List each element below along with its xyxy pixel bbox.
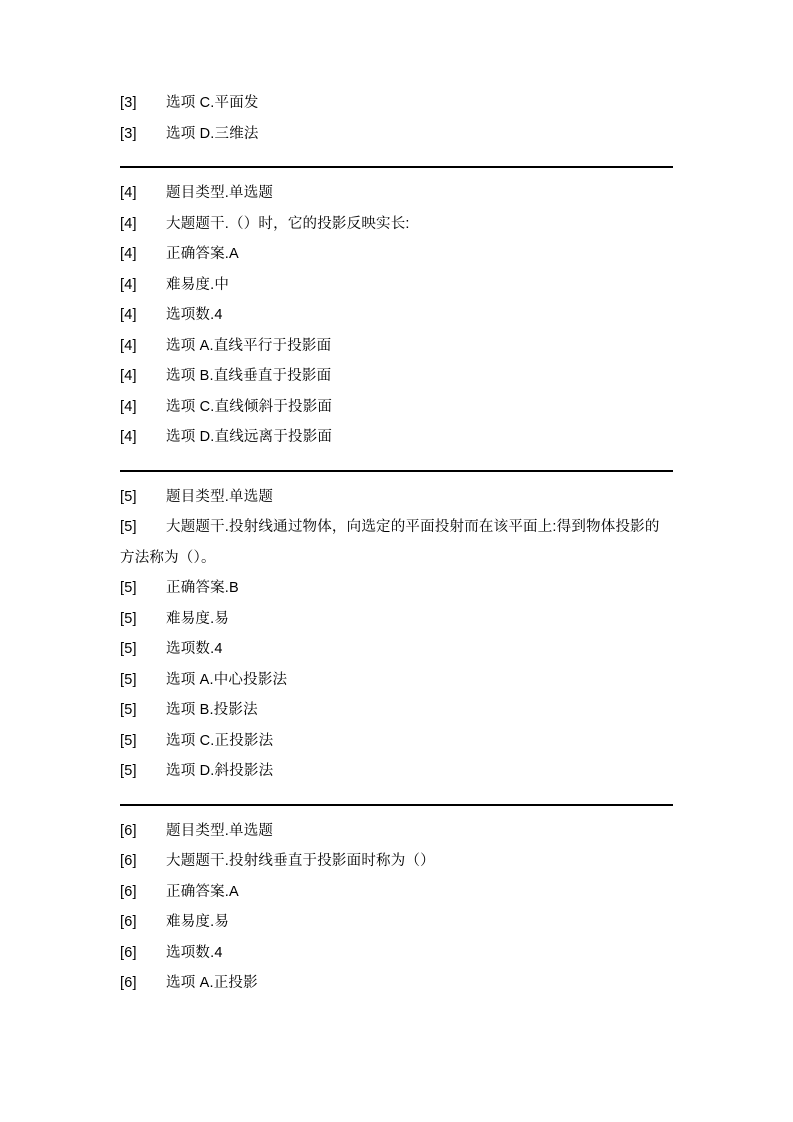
line-index-tag: [4]	[120, 276, 137, 293]
question-line	[120, 392, 673, 423]
line-text: 选项数.4	[166, 307, 223, 323]
question-line	[120, 604, 673, 635]
line-index-tag: [4]	[120, 215, 137, 232]
line-index-tag: [4]	[120, 368, 137, 384]
line-index-tag: [5]	[120, 610, 137, 627]
line-index-tag: [4]	[120, 307, 137, 323]
line-index-tag: [6]	[120, 944, 137, 961]
question-block	[120, 482, 673, 787]
line-text: 难易度.易	[166, 914, 230, 930]
line-index-tag: [3]	[120, 95, 137, 111]
line-text: 大题题干.投射线垂直于投影面时称为（）	[166, 853, 435, 869]
line-text: 选项 D.斜投影法	[166, 763, 274, 779]
question-line	[120, 361, 673, 392]
line-index-tag: [6]	[120, 975, 137, 991]
question-line	[120, 178, 673, 209]
section-divider	[120, 166, 673, 168]
question-line	[120, 88, 673, 119]
question-line	[120, 573, 673, 604]
line-text: 选项 A.中心投影法	[166, 671, 288, 688]
section-divider	[120, 804, 673, 806]
question-line	[120, 907, 673, 938]
line-index-tag: [5]	[120, 702, 137, 718]
line-text: 选项 C.直线倾斜于投影面	[166, 398, 333, 415]
line-index-tag: [5]	[120, 580, 137, 596]
line-index-tag: [5]	[120, 732, 137, 749]
question-block	[120, 816, 673, 999]
line-text: 选项数.4	[166, 641, 223, 657]
line-text: 大题题干.投射线通过物体，向选定的平面投射而在该平面上:得到物体投影的方法称为（）。	[120, 519, 660, 566]
line-index-tag: [5]	[120, 671, 137, 688]
line-index-tag: [5]	[120, 641, 137, 657]
line-text: 正确答案.B	[166, 580, 239, 596]
line-index-tag: [6]	[120, 883, 137, 900]
line-text: 选项 A.正投影	[166, 975, 258, 991]
line-text: 难易度.中	[166, 276, 230, 293]
line-index-tag: [6]	[120, 914, 137, 930]
line-text: 正确答案.A	[166, 246, 239, 262]
line-index-tag: [6]	[120, 822, 137, 839]
question-line	[120, 119, 673, 150]
line-text: 大题题干.（）时，它的投影反映实长:	[166, 215, 410, 232]
question-line	[120, 756, 673, 787]
line-text: 选项 C.正投影法	[166, 732, 274, 749]
line-text: 选项 D.三维法	[166, 125, 259, 142]
question-line	[120, 422, 673, 453]
question-line	[120, 938, 673, 969]
question-line	[120, 239, 673, 270]
question-line	[120, 634, 673, 665]
line-text: 选项 B.直线垂直于投影面	[166, 368, 332, 384]
question-line	[120, 209, 673, 240]
question-line	[120, 331, 673, 362]
question-line	[120, 968, 673, 999]
line-text: 选项 D.直线远离于投影面	[166, 429, 333, 445]
line-index-tag: [5]	[120, 488, 137, 505]
line-index-tag: [4]	[120, 398, 137, 415]
line-text: 题目类型.单选题	[166, 185, 274, 201]
line-index-tag: [4]	[120, 246, 137, 262]
line-index-tag: [4]	[120, 337, 137, 354]
question-line	[120, 816, 673, 847]
question-line	[120, 695, 673, 726]
line-text: 选项 C.平面发	[166, 95, 259, 111]
line-text: 难易度.易	[166, 610, 230, 627]
question-line	[120, 512, 673, 573]
line-index-tag: [4]	[120, 429, 137, 445]
question-line	[120, 482, 673, 513]
line-text: 题目类型.单选题	[166, 488, 274, 505]
question-line	[120, 877, 673, 908]
line-text: 正确答案.A	[166, 883, 239, 900]
line-index-tag: [5]	[120, 763, 137, 779]
document-content	[120, 88, 673, 999]
line-text: 选项数.4	[166, 944, 223, 961]
question-line	[120, 726, 673, 757]
question-line	[120, 846, 673, 877]
question-line	[120, 270, 673, 301]
line-text: 选项 B.投影法	[166, 702, 258, 718]
question-block	[120, 88, 673, 149]
section-divider	[120, 470, 673, 472]
question-line	[120, 300, 673, 331]
line-text: 题目类型.单选题	[166, 822, 274, 839]
line-index-tag: [4]	[120, 185, 137, 201]
question-line	[120, 665, 673, 696]
line-index-tag: [3]	[120, 125, 137, 142]
line-index-tag: [5]	[120, 519, 137, 535]
question-block	[120, 178, 673, 453]
line-text: 选项 A.直线平行于投影面	[166, 337, 332, 354]
line-index-tag: [6]	[120, 853, 137, 869]
